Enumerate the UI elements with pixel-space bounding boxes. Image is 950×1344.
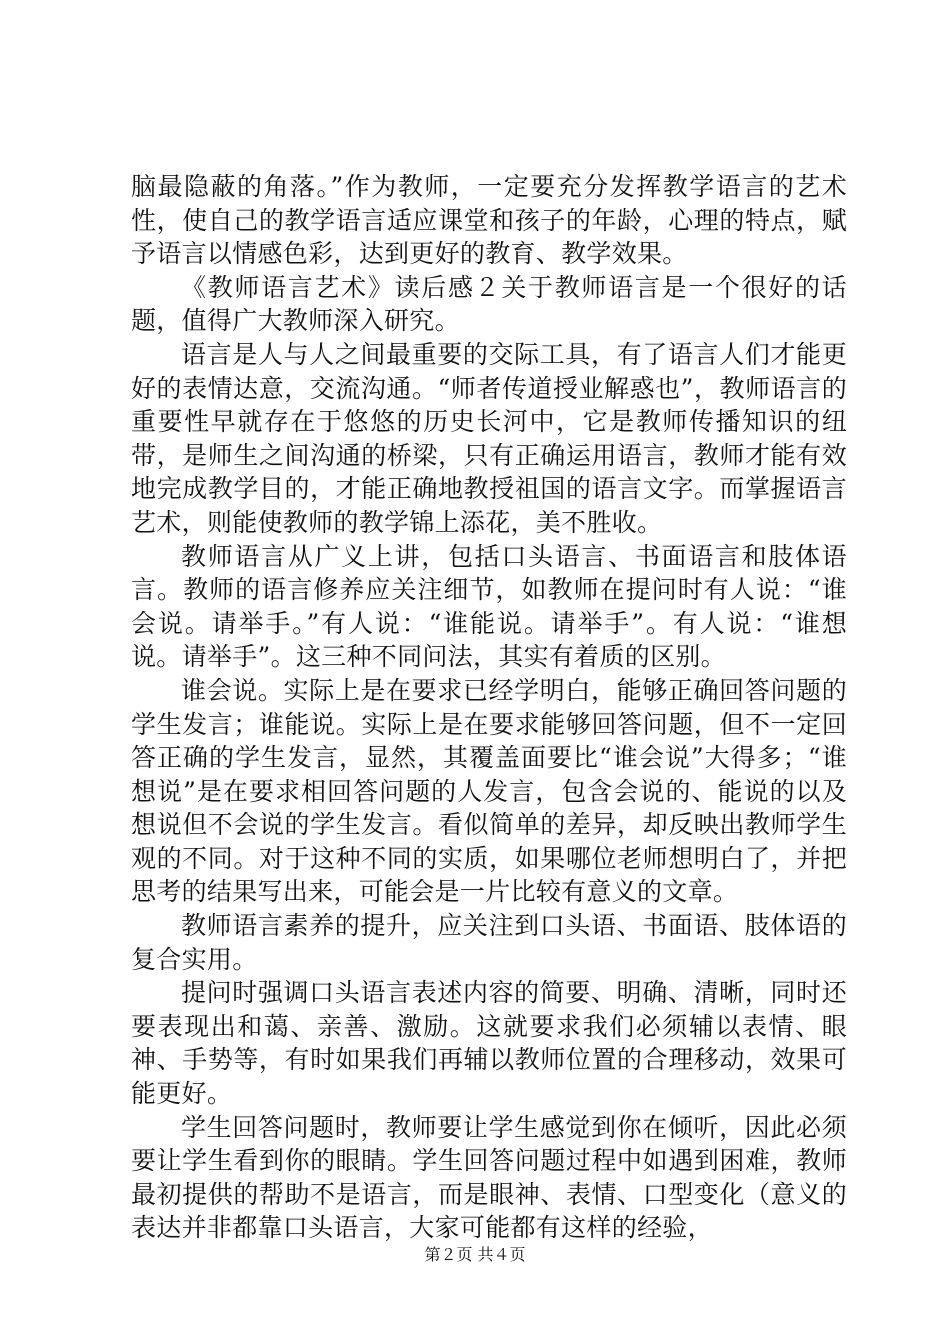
paragraph-5: 谁会说。实际上是在要求已经学明白，能够正确回答问题的学生发言；谁能说。实际上是在要求能够回答问题，但不一定回答正确的学生发言，显然，其覆盖面要比“谁会说”大得多；“谁想说”是在要求相回答问题的人发言，包含会说的、能说的以及想说但不会说的学生发言。看似简单的差异，却反映出教师学生观的不同。对于这种不同的实质，如果哪位老师想明白了，并把思考的结果写出来，可能会是一片比较有意义的文章。 bbox=[131, 675, 847, 907]
paragraph-2: 《教师语言艺术》读后感２关于教师语言是一个很好的话题，值得广大教师深入研究。 bbox=[131, 272, 847, 336]
page-number-footer: 第２页 共４页 bbox=[424, 1245, 526, 1264]
paragraph-3: 语言是人与人之间最重要的交际工具，有了语言人们才能更好的表情达意，交流沟通。“师者传道授业解惑也”，教师语言的重要性早就存在于悠悠的历史长河中，它是教师传播知识的纽带，是师生之间沟通的桥梁，只有正确运用语言，教师才能有效地完成教学目的，才能正确地教授祖国的语言文字。而掌握语言艺术，则能使教师的教学锦上添花，美不胜收。 bbox=[131, 339, 847, 537]
paragraph-1: 脑最隐蔽的角落。”作为教师，一定要充分发挥教学语言的艺术性，使自己的教学语言适应课堂和孩子的年龄，心理的特点，赋予语言以情感色彩，达到更好的教育、教学效果。 bbox=[131, 172, 847, 269]
paragraph-7: 提问时强调口头语言表述内容的简要、明确、清晰，同时还要表现出和蔼、亲善、激励。这就要求我们必须辅以表情、眼神、手势等，有时如果我们再辅以教师位置的合理移动，效果可能更好。 bbox=[131, 978, 847, 1109]
paragraph-8: 学生回答问题时，教师要让学生感觉到你在倾听，因此必须要让学生看到你的眼睛。学生回答问题过程中如遇到困难，教师最初提供的帮助不是语言，而是眼神、表情、口型变化（意义的表达并非都靠口头语言，大家可能都有这样的经验， bbox=[131, 1112, 847, 1243]
paragraph-4: 教师语言从广义上讲，包括口头语言、书面语言和肢体语言。教师的语言修养应关注细节，如教师在提问时有人说：“谁会说。请举手。”有人说：“谁能说。请举手”。有人说：“谁想说。请举手”。这三种不同问法，其实有着质的区别。 bbox=[131, 541, 847, 672]
paragraph-6: 教师语言素养的提升，应关注到口头语、书面语、肢体语的复合实用。 bbox=[131, 911, 847, 974]
document-body bbox=[131, 170, 847, 1245]
